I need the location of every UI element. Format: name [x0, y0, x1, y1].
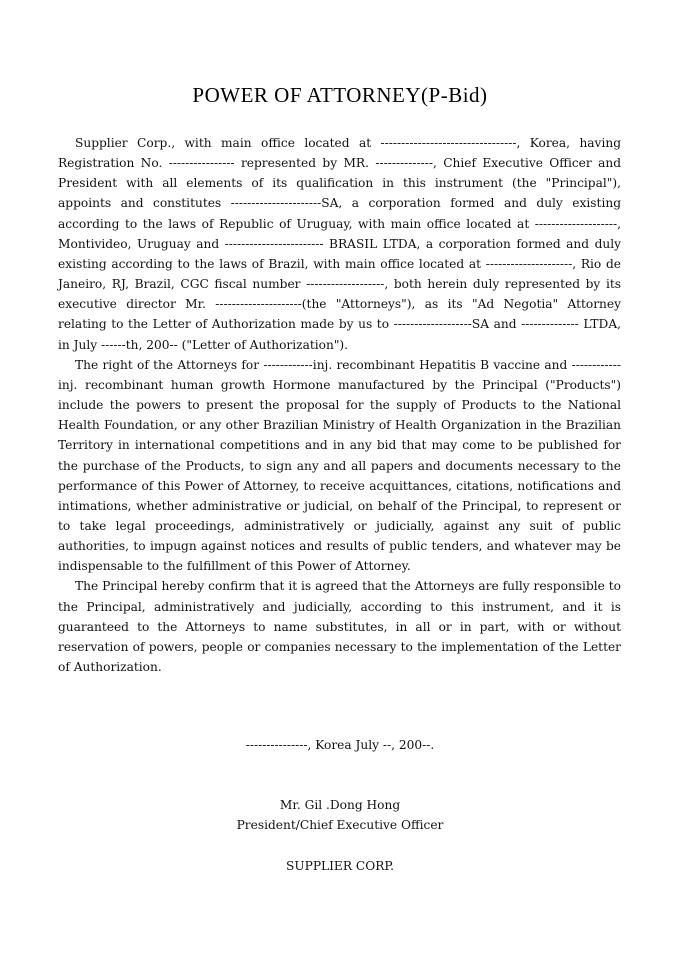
signatory-title: President/Chief Executive Officer [236, 818, 444, 832]
paragraph-confirmation: The Principal hereby confirm that it is agreed that the Attorneys are fully responsible to the Principal, administratively and judicially, according to this instrument, and it is guaranteed to the Attorneys to name substitutes, in all or in part, with or without reservation of powers, people or companies necessary to the implementation of the Letter of Authorization. [58, 579, 621, 675]
place-date-line: ---------------, Korea July --, 200--. [245, 738, 435, 752]
paragraph-appointment: Supplier Corp., with main office located at ---------------------------------, Korea, having Registration No. ---------------- represented by MR. --------------, Chief Executive Officer and President with all elements of its qualification in this instrument (the "Principal"), appoints and constitutes ----------------------SA, a corporation formed and duly existing according to the laws of Republic of Uruguay, with main office located at --------------------, Montivideo, Uruguay and ------------------------ BRASIL LTDA, a corporation formed and duly existing according to the laws of Brazil, with main office located at ---------------------, Rio de Janeiro, RJ, Brazil, CGC fiscal number -------------------, both herein duly represented by its executive director Mr. ---------------------(the "Attorneys"), as its "Ad Negotia" Attorney relating to the Letter of Authorization made by us to -------------------SA and -------------- LTDA, in July ------th, 200-- ("Letter of Authorization"). [58, 136, 621, 352]
paragraph-powers: The right of the Attorneys for ------------inj. recombinant Hepatitis B vaccine and ------------ inj. recombinant human growth Hormone manufactured by the Principal ("Products") include the powers to present the proposal for the supply of Products to the National Health Foundation, or any other Brazilian Ministry of Health Organization in the Brazilian Territory in international competitions and in any bid that may come to be published for the purchase of the Products, to sign any and all papers and documents necessary to the performance of this Power of Attorney, to receive acquittances, citations, notifications and intimations, whether administrative or judicial, on behalf of the Principal, to represent or to take legal proceedings, administratively or judicially, against any suit of public authorities, to impugn against notices and results of public tenders, and whatever may be indispensable to the fulfillment of this Power of Attorney. [58, 357, 621, 574]
document-title: POWER OF ATTORNEY(P-Bid) [192, 83, 488, 107]
signatory-name: Mr. Gil .Dong Hong [279, 798, 401, 812]
company-name: SUPPLIER CORP. [286, 859, 394, 873]
document-body [58, 133, 621, 677]
